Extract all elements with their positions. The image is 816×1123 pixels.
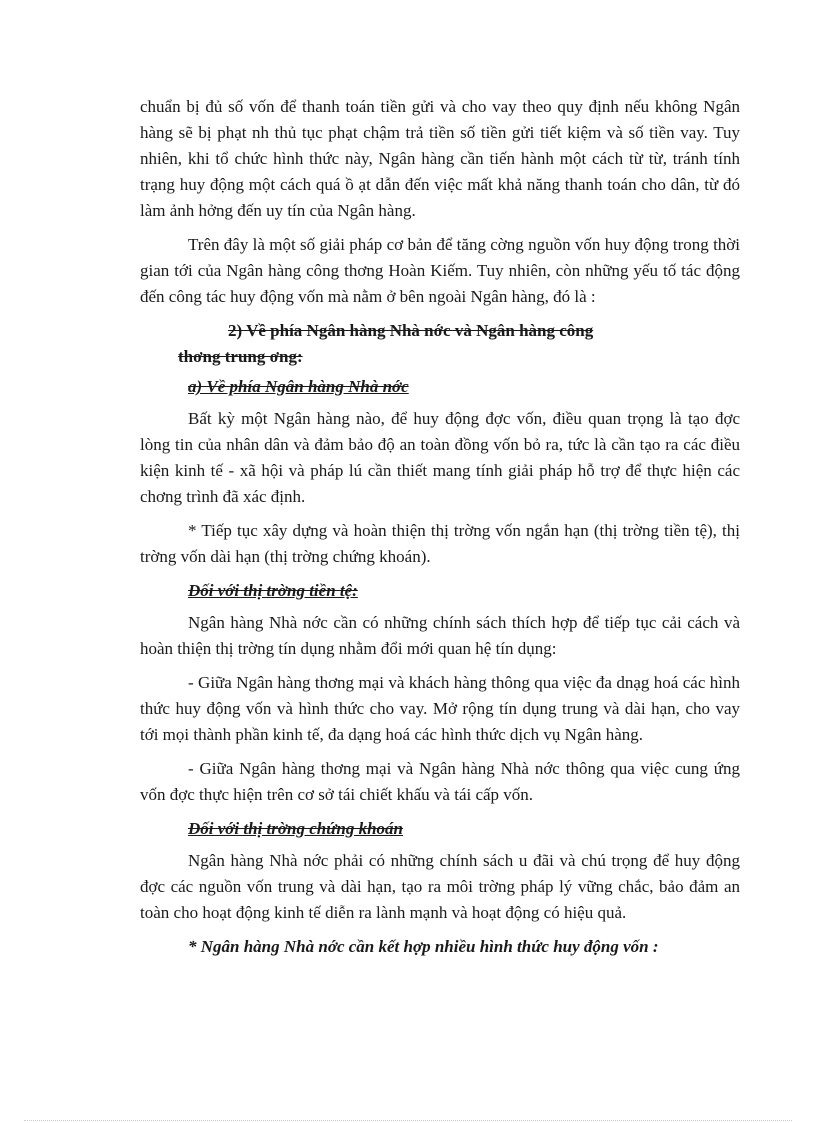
subheading-chungkhoan: [188, 816, 740, 842]
subheading-a: [188, 374, 740, 400]
paragraph-p8: Ngân hàng Nhà nớc phải có những chính sách u đãi và chú trọng để huy động đợc các nguồn vốn trung và dài hạn, tạo ra môi trờng pháp lý vững chắc, bảo đảm an toàn cho hoạt động kinh tế diễn ra lành mạnh và hoạt động có hiệu quả.: [140, 851, 740, 922]
section-2-heading-line1: 2) Về phía Ngân hàng Nhà nớc và Ngân hàng công: [228, 321, 594, 340]
paragraph-p6: - Giữa Ngân hàng thơng mại và khách hàng thông qua việc đa dnạg hoá các hình thức huy động vốn và hình thức cho vay. Mở rộng tín dụng trung và dài hạn, cho vay tới mọi thành phần kinh tế, đa dạng hoá các hình thức dịch vụ Ngân hàng.: [140, 673, 740, 744]
paragraph-p7: - Giữa Ngân hàng thơng mại và Ngân hàng Nhà nớc thông qua việc cung ứng vốn đợc thực hiện trên cơ sở tái chiết khấu và tái cấp vốn.: [140, 759, 740, 804]
paragraph-p4: * Tiếp tục xây dựng và hoàn thiện thị trờng vốn ngắn hạn (thị trờng tiền tệ), thị trờng vốn dài hạn (thị trờng chứng khoán).: [140, 521, 740, 566]
subheading-chungkhoan-text: Đối với thị trờng chứng khoán: [188, 819, 404, 838]
closing-emphasis-line: * Ngân hàng Nhà nớc cần kết hợp nhiều hình thức huy động vốn :: [188, 937, 659, 956]
subheading-a-text: a) Về phía Ngân hàng Nhà nớc: [188, 377, 409, 396]
paragraph-p5: Ngân hàng Nhà nớc cần có những chính sách thích hợp để tiếp tục cải cách và hoàn thiện thị trờng tín dụng nhằm đổi mới quan hệ tín dụng:: [140, 613, 740, 658]
paragraph-p3: Bất kỳ một Ngân hàng nào, để huy động đợc vốn, điều quan trọng là tạo đợc lòng tin của nhân dân và đảm bảo độ an toàn đồng vốn bỏ ra, tức là cần tạo ra các điều kiện kinh tế - xã hội và pháp lú cần thiết mang tính giải pháp hỗ trợ để thực hiện các chơng trình đã xác định.: [140, 409, 740, 506]
paragraph-p1: chuẩn bị đủ số vốn để thanh toán tiền gửi và cho vay theo quy định nếu không Ngân hàng sẽ bị phạt nh thủ tục phạt chậm trả tiền số tiền gửi tiết kiệm và số tiền vay. Tuy nhiên, khi tổ chức hình thức này, Ngân hàng cần tiến hành một cách từ từ, tránh tính trạng huy động một cách quá ồ ạt dẫn đến việc mất khả năng thanh toán cho dân, từ đó làm ảnh hởng đến uy tín của Ngân hàng.: [140, 97, 740, 220]
page-bottom-divider: [24, 1120, 792, 1121]
paragraph-p2: Trên đây là một số giải pháp cơ bản để tăng cờng nguồn vốn huy động trong thời gian tới của Ngân hàng công thơng Hoàn Kiếm. Tuy nhiên, còn những yếu tố tác động đến công tác huy động vốn mà nằm ở bên ngoài Ngân hàng, đó là :: [140, 235, 740, 306]
document-body: [140, 94, 740, 960]
subheading-tiente: [188, 578, 740, 604]
subheading-tiente-text: Đối với thị trờng tiền tệ:: [188, 581, 358, 600]
section-2-heading-line2: thơng trung ơng:: [178, 347, 303, 366]
